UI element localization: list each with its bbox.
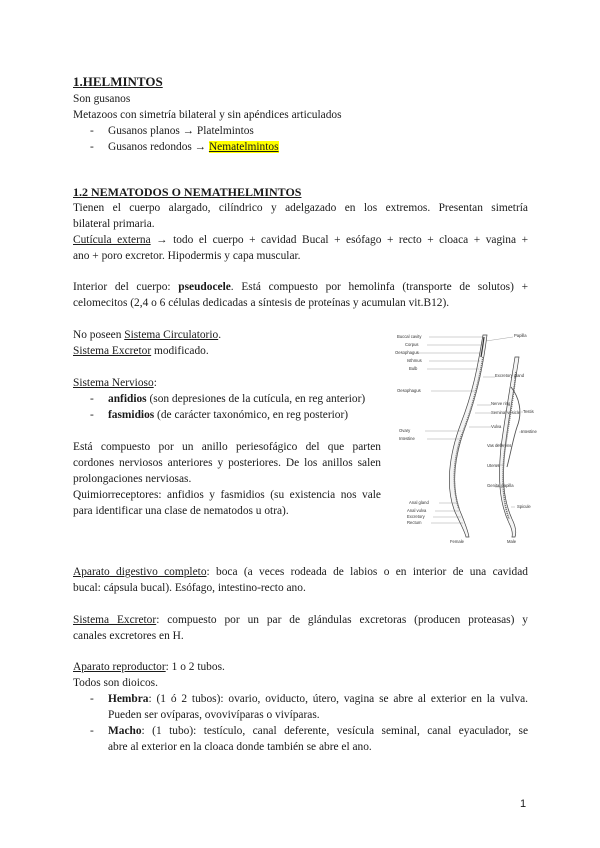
text: : (1 ó 2 tubos): ovario, oviducto, útero, vagina se abre al exterior en la vulva. — [148, 693, 528, 705]
paragraph-line — [73, 565, 528, 581]
figure-label: Oesophagus — [395, 350, 419, 355]
figure-label: Seminal vesicle — [491, 410, 521, 415]
term: Sistema Circulatorio — [124, 329, 219, 341]
bold-term: Macho — [108, 725, 142, 737]
section-1-title: 1.HELMINTOS — [73, 74, 163, 89]
nervous-system-heading — [73, 376, 157, 392]
nematode-anatomy-figure — [395, 327, 535, 545]
bullet-item — [108, 408, 348, 424]
bullet-dash: - — [90, 725, 94, 737]
paragraph-line — [73, 344, 209, 360]
paragraph-line: ano + poro excretor. Hipodermis y capa muscular. — [73, 250, 301, 262]
bullet-item — [108, 140, 279, 156]
text: Interior del cuerpo: — [73, 281, 179, 293]
figure-label: Vas deferens — [487, 443, 512, 448]
figure-label: Excretory — [407, 514, 425, 519]
paragraph-line: Todos son dioicos. — [73, 677, 158, 689]
figure-label: Ovary — [399, 428, 411, 433]
figure-label: Nerve ring — [491, 401, 511, 406]
term: Cutícula externa — [73, 234, 151, 246]
highlighted-term: Nematelmintos — [208, 141, 279, 153]
figure-labels-left — [395, 334, 429, 525]
bullet-item: Gusanos planos → Platelmintos — [108, 125, 254, 137]
bullet-dash: - — [90, 409, 94, 421]
figure-label: Intestine — [399, 436, 415, 441]
figure-label-female: Female — [450, 539, 464, 544]
paragraph-line: para identificar una clase de nematodos u otra). — [73, 505, 289, 517]
bullet-dash: - — [90, 141, 94, 153]
bullet-dash: - — [90, 693, 94, 705]
paragraph-line — [73, 613, 528, 629]
term: Sistema Excretor — [73, 345, 152, 357]
figure-label: Corpus — [405, 342, 419, 347]
bullet-dash: - — [90, 393, 94, 405]
bullet-text: Gusanos redondos → — [108, 141, 209, 153]
text: modificado. — [151, 345, 209, 357]
figure-label: Isthmus — [407, 358, 422, 363]
text-line: Son gusanos — [73, 93, 131, 105]
text: (son depresiones de la cutícula, en reg anterior) — [146, 393, 366, 405]
text: (de carácter taxonómico, en reg posterior) — [154, 409, 349, 421]
figure-label: Genital papilla — [487, 483, 514, 488]
text: . Está compuesto por hemolinfa (transporte de solutos) + — [230, 281, 528, 293]
term: Aparato digestivo completo — [73, 566, 207, 578]
bold-term: Hembra — [108, 693, 149, 705]
bullet-item — [108, 692, 528, 708]
figure-label: Uterus — [487, 463, 500, 468]
bullet-dash: - — [90, 125, 94, 137]
text: : compuesto por un par de glándulas excretoras (producen proteasas) y — [156, 614, 528, 626]
bold-term: fasmidios — [108, 409, 155, 421]
term: Aparato reproductor — [73, 661, 166, 673]
paragraph-line — [73, 233, 528, 249]
text: : 1 o 2 tubos. — [165, 661, 225, 673]
figure-labels-right — [487, 333, 538, 509]
bullet-continuation: Pueden ser ovíparas, ovovivíparas o vivíparas. — [108, 709, 320, 721]
text: : boca (a veces rodeada de labios o en interior de una cavidad — [206, 566, 528, 578]
bullet-item — [108, 724, 528, 740]
text: → todo el cuerpo + cavidad Bucal + esófago + recto + cloaca + vagina + — [150, 234, 528, 246]
figure-label: Excretory gland — [495, 373, 525, 378]
figure-label: Anal vulva — [407, 508, 427, 513]
paragraph-line: cordones nerviosos anteriores y posteriores. De los anillos salen — [73, 457, 381, 469]
figure-label: Testis — [523, 409, 534, 414]
paragraph-line: Está compuesto por un anillo periesofágico del que parten — [73, 441, 381, 453]
paragraph-line — [73, 660, 225, 676]
bullet-continuation: abre al exterior en la cloaca donde también se abre el ano. — [108, 741, 372, 753]
bold-term: anfidios — [108, 393, 147, 405]
term: Sistema Nervioso — [73, 377, 154, 389]
paragraph-line: bilateral primaria. — [73, 218, 155, 230]
figure-label: Rectum — [407, 520, 422, 525]
paragraph-line: Quimiorreceptores: anfidios y fasmidios (su existencia nos vale — [73, 489, 381, 501]
paragraph-line: prolongaciones nerviosas. — [73, 473, 192, 485]
paragraph-line — [73, 328, 221, 344]
paragraph-line — [73, 280, 528, 296]
paragraph-line: bucal: cápsula bucal). Esófago, intestino-recto ano. — [73, 582, 306, 594]
text: : (1 tubo): testículo, canal deferente, vesícula seminal, canal eyaculador, se — [141, 725, 528, 737]
bold-term: pseudocele — [178, 281, 231, 293]
figure-label-male: Male — [507, 539, 517, 544]
text-line: Metazoos con simetría bilateral y sin apéndices articulados — [73, 109, 342, 121]
figure-label: Buccal cavity — [397, 334, 422, 339]
paragraph-line: celomecitos (2,4 o 6 células dedicadas a síntesis de proteínas y acumulan vit.B12). — [73, 297, 450, 309]
text: : — [153, 377, 157, 389]
figure-label: Intestine — [521, 429, 537, 434]
section-2-title: 1.2 NEMATODOS O NEMATHELMINTOS — [73, 185, 302, 199]
term: Sistema Excretor — [73, 614, 157, 626]
figure-label: Papilla — [514, 333, 527, 338]
figure-label: Bulb — [409, 366, 418, 371]
figure-label: Spicule — [517, 504, 531, 509]
page-number: 1 — [520, 798, 527, 810]
text: No poseen — [73, 329, 125, 341]
paragraph-line: canales excretores en H. — [73, 630, 184, 642]
paragraph-line: Tienen el cuerpo alargado, cilíndrico y adelgazado en los extremos. Presentan simetría — [73, 202, 528, 214]
figure-label: Oesophagus — [397, 388, 421, 393]
figure-label: Vulva — [491, 424, 502, 429]
text: . — [218, 329, 222, 341]
bullet-item — [108, 392, 365, 408]
figure-label: Anal gland — [409, 500, 429, 505]
